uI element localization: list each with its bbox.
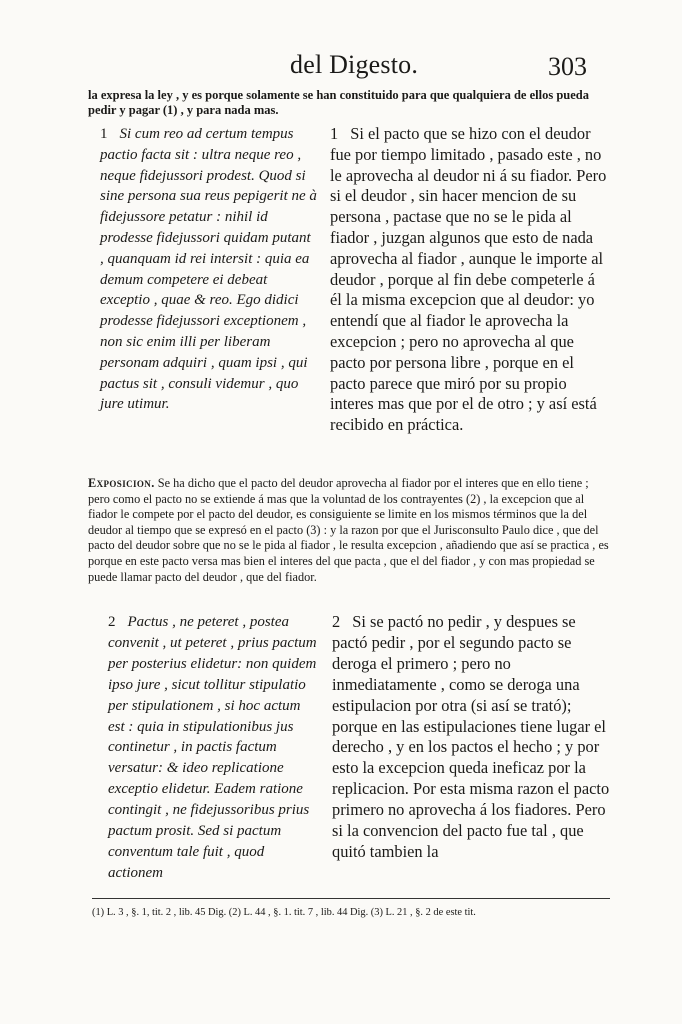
paragraph-2-latin-text: Pactus , ne peteret , postea convenit , ut peteret , prius pactum per posterius elidetur: non quidem ipso jure , sicut tollitur stipulatio per stipulationem , si hoc actum est : quia in stipulationibus jus continetur , in pactis factum versatur: & ideo replicatione exceptio elidetur. Eadem ratione contingit , ne fidejussoribus prius pactum prosit. Sed si pactum conventum tale fuit , quod actionem	[108, 614, 317, 881]
running-header	[0, 50, 682, 84]
footnotes: (1) L. 3 , §. 1, tit. 2 , lib. 45 Dig. (2) L. 44 , §. 1. tit. 7 , lib. 44 Dig. (3) L. 21 , §. 2 de este tit.	[92, 907, 476, 918]
paragraph-2-latin-number: 2	[108, 614, 116, 630]
exposicion-text: Se ha dicho que el pacto del deudor aprovecha al fiador por el interes que en ello tiene ; pero como el pacto no se extiende á mas que la voluntad de los contrayentes (2) , la excepcion que al fiador le compete por el pacto del deudor, es consiguiente se limite en los mismos términos que la del deudor al tiempo que se expresó en el pacto (3) : y la razon por que el Jurisconsulto Paulo dice , que del pacto del deudor sobre que no se le pida al fiador , le resulta excepcion , añadiendo que así se practica , es porque en este pacto versa mas bien el interes del que pacta , que el del fiador , y con mas propiedad se puede llamar pacto del deudor , que del fiador.	[88, 476, 609, 584]
page-number: 303	[548, 52, 587, 81]
footnote-divider	[92, 898, 610, 899]
paragraph-2-latin	[108, 612, 320, 884]
paragraph-2-spanish-text: Si se pactó no pedir , y despues se pactó pedir , por el segundo pacto se deroga el primero ; pero no inmediatamente , como se deroga una estipulacion por otra (si así se trató); porque en las estipulaciones tiene lugar el derecho , y en los pactos el hecho ; y por esto la excepcion queda ineficaz por la replicacion. Por esta misma razon el pacto primero no aprovecha á los fiadores. Pero si la convencion del pacto fue tal , que quitó tambien la	[332, 612, 610, 861]
paragraph-1-latin-text: Si cum reo ad certum tempus pactio facta sit : ultra neque reo , neque fidejussori prodest. Quod si sine persona sua reus pepigerit ne à fidejussore petatur : nihil id prodesse fidejussori quidam putant , quanquam id rei intersit : quia ea demum competere ei debeat exceptio , quae & reo. Ego didici prodesse fidejussori exceptionem , non sic enim illi per liberam personam adquiri , quam ipsi , qui pactus sit , consuli videmur , quo jure utimur.	[100, 126, 317, 413]
paragraph-1-latin-number: 1	[100, 126, 108, 142]
paragraph-1-spanish-text: Si el pacto que se hizo con el deudor fue por tiempo limitado , pasado este , no le aprovecha al deudor ni á su fiador. Pero si el deudor , sin hacer mencion de su persona , pactase que no se le pida al fiador , juzgan algunos que esto de nada aprovecha al fiador , aunque le importe al deudor , porque al fin debe competerle á él la misma excepcion que al deudor: yo entendí que al fiador le aprovecha la excepcion ; pero no aprovecha al que pacto por persona libre , porque en el pacto parece que miró por su propio interes mas que por el de otro ; y así está recibido en práctica.	[330, 124, 607, 435]
paragraph-2-spanish-number: 2	[332, 612, 341, 631]
paragraph-2-spanish	[332, 612, 610, 863]
paragraph-1-spanish-number: 1	[330, 124, 339, 143]
running-title: del Digesto.	[290, 50, 419, 79]
intro-continuation: la expresa la ley , y es porque solamente se han constituido para que qualquiera de ellos pueda pedir y pagar (1) , y para nada mas.	[88, 88, 589, 117]
exposicion-block	[88, 476, 610, 585]
exposicion-label: Exposicion.	[88, 476, 155, 490]
paragraph-1-spanish	[330, 124, 610, 436]
paragraph-1-latin	[100, 124, 318, 415]
